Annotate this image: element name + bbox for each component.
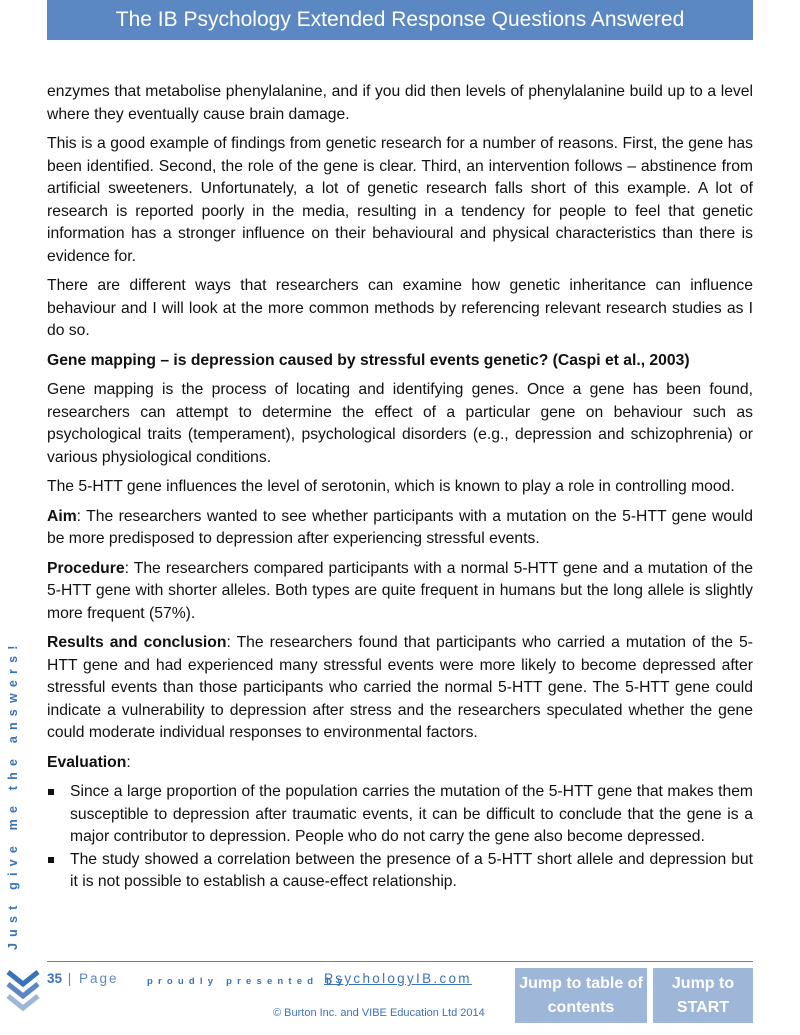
paragraph: There are different ways that researchers can examine how genetic inheritance can influence behaviour and I will look at the more common methods by referencing relevant research studies as I do so. [47,277,753,339]
bullet-icon [48,857,54,863]
site-link[interactable]: PsychologyIB.com [324,971,472,986]
evaluation-label: Evaluation [47,753,127,771]
bullet-icon [48,789,54,795]
copyright: © Burton Inc. and VIBE Education Ltd 2014 [273,1007,485,1019]
side-text: Just give me the answers! [6,639,20,950]
procedure-label: Procedure [47,559,125,577]
aim-text: : The researchers wanted to see whether participants with a mutation on the 5-HTT gene would be more predisposed to depression after experiencing stressful events. [47,507,753,547]
jump-to-toc-button[interactable] [515,968,647,1023]
section-heading [47,350,753,373]
evaluation-list [47,781,753,894]
page-number [47,971,119,986]
results-paragraph [47,632,753,745]
paragraph: enzymes that metabolise phenylalanine, and if you did then levels of phenylalanine build up to a level where they eventually cause brain damage. [47,83,753,123]
page-number-value: 35 [47,971,63,986]
list-item-text: The study showed a correlation between the presence of a 5-HTT short allele and depression but it is not possible to establish a cause-effect relationship. [70,850,753,890]
list-item [47,849,753,894]
jump-to-start-button[interactable] [653,968,753,1023]
evaluation-colon: : [126,753,131,771]
procedure-text: : The researchers compared participants with a normal 5-HTT gene and a mutation of the 5-HTT gene with shorter alleles. Both types are quite frequent in humans but the long allele is slightly more frequent (57%). [47,559,753,622]
aim-paragraph [47,506,753,551]
side-banner [6,639,24,950]
paragraph: Gene mapping is the process of locating and identifying genes. Once a gene has been found, researchers can attempt to determine the effect of a particular gene on behaviour such as psychological traits (temperament), psychological disorders (e.g., depression and schizophrenia) or various physiological conditions. [47,381,753,466]
procedure-paragraph [47,558,753,626]
results-text: : The researchers found that participants who carried a mutation of the 5-HTT gene and had experienced many stressful events were more likely to become depressed after stressful events than those participants who carried the normal 5-HTT gene. The 5-HTT gene could indicate a vulnerability to depression after stress and the researchers speculated whether the gene could moderate individual responses to environmental factors. [47,634,753,741]
paragraph: The 5-HTT gene influences the level of serotonin, which is known to play a role in controlling mood. [47,478,735,495]
aim-label: Aim [47,507,77,525]
paragraph: This is a good example of findings from genetic research for a number of reasons. First, the gene has been identified. Second, the role of the gene is clear. Third, an intervention follows – abstinence from artificial sweeteners. Unfortunately, a lot of genetic research falls short of this example. A lot of research is reported poorly in the media, resulting in a tendency for people to feel that genetic information has a stronger influence on their behavioural and physical characteristics than there is evidence for. [47,135,753,265]
presented-by: proudly presented by [147,976,348,987]
results-label: Results and conclusion [47,634,227,651]
page-label: | Page [62,971,119,986]
section-heading-text: Gene mapping – is depression caused by stressful events genetic? (Caspi et al., 2003) [47,351,690,369]
header-title: The IB Psychology Extended Response Questions Answered [115,8,685,31]
page-header [47,0,753,40]
jump-to-start-label: Jump to START [671,974,735,1016]
document-body [47,81,753,894]
chevron-logo-icon [6,968,40,1018]
list-item [47,781,753,849]
jump-to-toc-label: Jump to table of contents [519,974,643,1016]
footer-divider [47,961,753,962]
evaluation-heading [47,752,753,775]
list-item-text: Since a large proportion of the population carries the mutation of the 5-HTT gene that makes them susceptible to depression after traumatic events, it can be difficult to conclude that the gene is a major contributor to depression. People who do not carry the gene also become depressed. [70,783,753,845]
